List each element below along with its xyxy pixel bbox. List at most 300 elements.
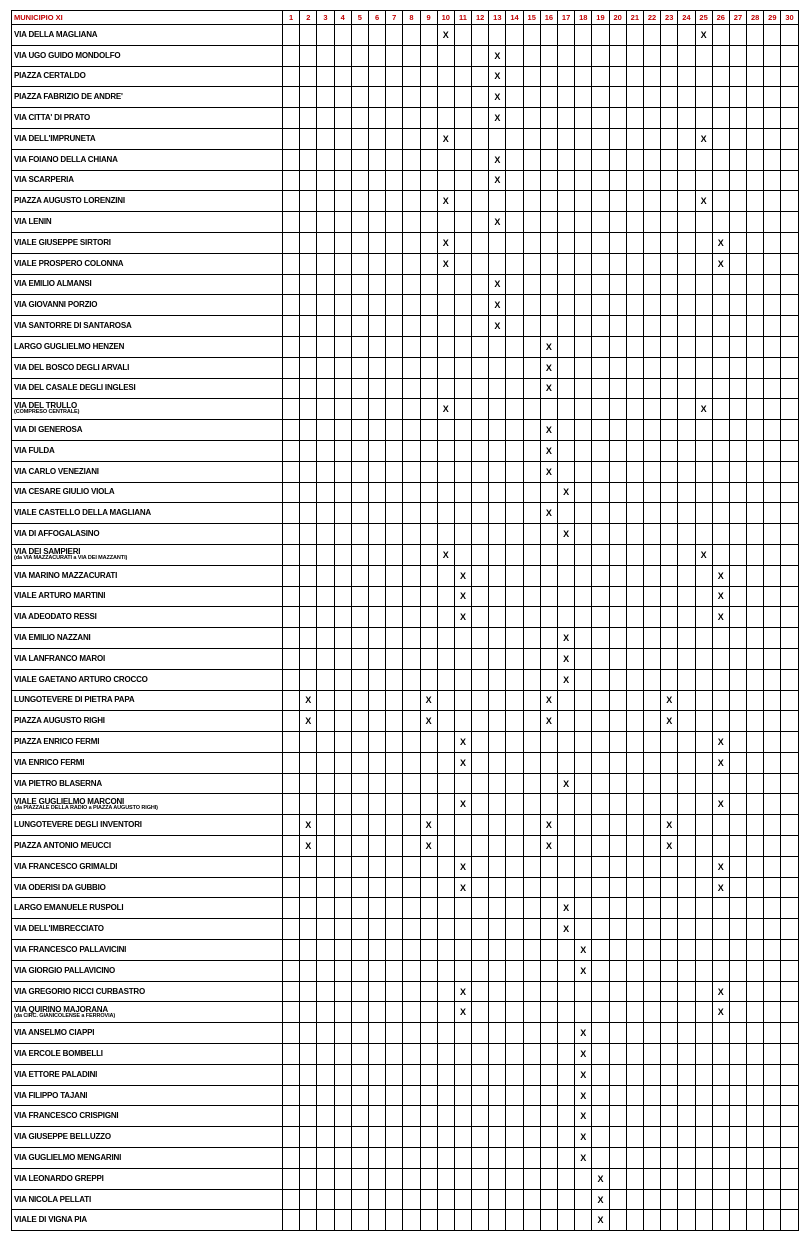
day-cell <box>386 877 403 898</box>
day-cell <box>781 607 798 628</box>
day-cell <box>334 1064 351 1085</box>
day-cell <box>506 378 523 399</box>
day-cell <box>558 170 575 191</box>
day-cell <box>420 1106 437 1127</box>
day-cell <box>368 752 385 773</box>
day-cell <box>678 316 695 337</box>
day-cell <box>351 1085 368 1106</box>
day-cell <box>678 940 695 961</box>
day-cell <box>781 1085 798 1106</box>
day-mark: X <box>695 544 712 565</box>
day-cell <box>747 877 764 898</box>
street-name-cell <box>12 732 283 753</box>
day-cell <box>454 232 471 253</box>
street-name: VIALE DI VIGNA PIA <box>14 1215 88 1225</box>
day-cell <box>626 1127 643 1148</box>
day-cell <box>643 191 660 212</box>
day-cell <box>643 461 660 482</box>
day-cell <box>609 316 626 337</box>
day-cell <box>523 1148 540 1169</box>
day-cell <box>540 108 557 129</box>
table-row <box>12 191 799 212</box>
day-cell <box>283 1023 300 1044</box>
day-mark: X <box>712 586 729 607</box>
day-cell <box>334 461 351 482</box>
day-cell <box>729 524 746 545</box>
day-cell <box>437 1085 454 1106</box>
day-cell <box>626 586 643 607</box>
day-cell <box>472 836 489 857</box>
day-cell <box>403 316 420 337</box>
day-header-24: 24 <box>678 11 695 25</box>
day-cell <box>300 586 317 607</box>
street-name-cell <box>12 232 283 253</box>
day-cell <box>643 732 660 753</box>
day-cell <box>678 1044 695 1065</box>
day-cell <box>523 690 540 711</box>
day-cell <box>454 1168 471 1189</box>
day-cell <box>317 482 334 503</box>
day-cell <box>283 1127 300 1148</box>
day-cell <box>334 1023 351 1044</box>
day-cell <box>609 1148 626 1169</box>
table-row <box>12 274 799 295</box>
day-cell <box>558 274 575 295</box>
day-cell <box>695 1085 712 1106</box>
day-mark: X <box>454 586 471 607</box>
street-name-cell <box>12 1023 283 1044</box>
table-row <box>12 711 799 732</box>
street-name: VIA FOIANO DELLA CHIANA <box>14 154 118 164</box>
day-cell <box>781 919 798 940</box>
day-cell <box>334 170 351 191</box>
day-cell <box>626 503 643 524</box>
day-cell <box>300 108 317 129</box>
day-cell <box>626 1189 643 1210</box>
day-cell <box>300 1002 317 1023</box>
day-cell <box>695 752 712 773</box>
day-cell <box>626 1210 643 1231</box>
day-mark: X <box>437 128 454 149</box>
day-cell <box>334 191 351 212</box>
day-cell <box>334 1168 351 1189</box>
day-cell <box>403 45 420 66</box>
day-cell <box>334 295 351 316</box>
day-cell <box>764 607 781 628</box>
day-cell <box>747 170 764 191</box>
day-mark: X <box>454 752 471 773</box>
day-cell <box>575 378 592 399</box>
day-cell <box>781 1044 798 1065</box>
day-cell <box>609 732 626 753</box>
day-cell <box>489 815 506 836</box>
day-cell <box>283 128 300 149</box>
street-name-cell <box>12 648 283 669</box>
day-cell <box>506 544 523 565</box>
day-cell <box>609 128 626 149</box>
day-cell <box>626 66 643 87</box>
schedule-table <box>11 10 799 1231</box>
day-cell <box>523 25 540 46</box>
street-name-cell <box>12 108 283 129</box>
day-cell <box>351 274 368 295</box>
day-cell <box>575 773 592 794</box>
day-cell <box>317 524 334 545</box>
day-cell <box>592 940 609 961</box>
day-cell <box>747 607 764 628</box>
day-cell <box>386 1210 403 1231</box>
day-cell <box>420 648 437 669</box>
day-cell <box>283 399 300 420</box>
day-cell <box>781 295 798 316</box>
day-cell <box>643 856 660 877</box>
day-cell <box>695 1148 712 1169</box>
day-cell <box>643 565 660 586</box>
street-name: VIA CITTA' DI PRATO <box>14 113 91 123</box>
day-cell <box>386 399 403 420</box>
day-cell <box>489 669 506 690</box>
day-mark: X <box>712 565 729 586</box>
day-cell <box>643 66 660 87</box>
day-cell <box>351 752 368 773</box>
day-cell <box>764 1127 781 1148</box>
day-cell <box>420 274 437 295</box>
day-cell <box>661 1106 678 1127</box>
day-mark: X <box>712 981 729 1002</box>
day-cell <box>592 336 609 357</box>
day-cell <box>643 940 660 961</box>
day-cell <box>609 420 626 441</box>
day-cell <box>368 565 385 586</box>
day-cell <box>472 1189 489 1210</box>
day-cell <box>454 773 471 794</box>
day-cell <box>747 524 764 545</box>
day-cell <box>643 440 660 461</box>
day-cell <box>540 1023 557 1044</box>
day-cell <box>317 378 334 399</box>
day-cell <box>747 1106 764 1127</box>
day-cell <box>764 212 781 233</box>
street-name-cell <box>12 586 283 607</box>
day-cell <box>575 232 592 253</box>
day-cell <box>489 1002 506 1023</box>
day-mark: X <box>575 1023 592 1044</box>
day-cell <box>540 1106 557 1127</box>
day-cell <box>386 1148 403 1169</box>
day-cell <box>523 1044 540 1065</box>
day-cell <box>540 1044 557 1065</box>
day-cell <box>283 1189 300 1210</box>
day-cell <box>472 1106 489 1127</box>
day-cell <box>420 1148 437 1169</box>
day-cell <box>351 794 368 815</box>
day-cell <box>351 544 368 565</box>
day-cell <box>454 648 471 669</box>
day-cell <box>386 45 403 66</box>
day-cell <box>729 898 746 919</box>
day-cell <box>506 940 523 961</box>
day-cell <box>729 1044 746 1065</box>
day-mark: X <box>712 794 729 815</box>
day-cell <box>781 1064 798 1085</box>
street-name: VIA EMILIO ALMANSI <box>14 279 92 289</box>
day-cell <box>283 1044 300 1065</box>
day-cell <box>558 1064 575 1085</box>
day-cell <box>764 1085 781 1106</box>
day-cell <box>368 25 385 46</box>
day-cell <box>368 669 385 690</box>
day-cell <box>386 981 403 1002</box>
day-cell <box>781 1189 798 1210</box>
day-mark: X <box>489 170 506 191</box>
day-cell <box>678 960 695 981</box>
day-cell <box>695 1127 712 1148</box>
day-cell <box>575 898 592 919</box>
day-cell <box>283 108 300 129</box>
day-cell <box>747 648 764 669</box>
table-row <box>12 503 799 524</box>
day-mark: X <box>454 1002 471 1023</box>
day-cell <box>437 295 454 316</box>
day-cell <box>523 420 540 441</box>
street-name-cell <box>12 628 283 649</box>
day-cell <box>472 66 489 87</box>
day-cell <box>575 87 592 108</box>
day-cell <box>437 940 454 961</box>
day-cell <box>729 191 746 212</box>
day-cell <box>712 690 729 711</box>
day-cell <box>437 773 454 794</box>
day-cell <box>472 544 489 565</box>
day-cell <box>540 607 557 628</box>
day-cell <box>712 461 729 482</box>
day-cell <box>729 690 746 711</box>
day-cell <box>506 1106 523 1127</box>
day-cell <box>609 66 626 87</box>
day-cell <box>317 399 334 420</box>
day-cell <box>368 1148 385 1169</box>
day-cell <box>729 544 746 565</box>
day-cell <box>386 25 403 46</box>
day-cell <box>506 440 523 461</box>
day-cell <box>283 1168 300 1189</box>
day-cell <box>781 940 798 961</box>
day-cell <box>403 212 420 233</box>
day-cell <box>317 149 334 170</box>
day-cell <box>678 524 695 545</box>
day-cell <box>368 1023 385 1044</box>
day-cell <box>575 357 592 378</box>
day-cell <box>420 669 437 690</box>
day-cell <box>575 128 592 149</box>
day-cell <box>489 1127 506 1148</box>
day-cell <box>368 1189 385 1210</box>
day-cell <box>781 856 798 877</box>
day-cell <box>712 336 729 357</box>
day-cell <box>351 815 368 836</box>
day-cell <box>489 1085 506 1106</box>
day-cell <box>523 378 540 399</box>
day-cell <box>643 648 660 669</box>
day-cell <box>283 752 300 773</box>
day-cell <box>489 940 506 961</box>
day-cell <box>437 1210 454 1231</box>
street-name: VIA ERCOLE BOMBELLI <box>14 1048 103 1058</box>
day-cell <box>420 1002 437 1023</box>
street-name: VIA FRANCESCO GRIMALDI <box>14 861 118 871</box>
day-cell <box>764 1210 781 1231</box>
day-cell <box>540 669 557 690</box>
street-name: VIA UGO GUIDO MONDOLFO <box>14 50 121 60</box>
day-cell <box>558 856 575 877</box>
day-cell <box>317 253 334 274</box>
day-cell <box>558 1002 575 1023</box>
day-cell <box>661 461 678 482</box>
day-cell <box>472 960 489 981</box>
day-cell <box>489 440 506 461</box>
day-mark: X <box>661 690 678 711</box>
day-cell <box>300 191 317 212</box>
day-mark: X <box>454 877 471 898</box>
day-cell <box>540 648 557 669</box>
table-row <box>12 399 799 420</box>
day-cell <box>747 711 764 732</box>
day-cell <box>437 212 454 233</box>
day-cell <box>575 482 592 503</box>
day-cell <box>540 232 557 253</box>
day-cell <box>540 1168 557 1189</box>
day-mark: X <box>575 960 592 981</box>
day-cell <box>489 420 506 441</box>
day-cell <box>609 253 626 274</box>
day-cell <box>300 461 317 482</box>
day-cell <box>489 336 506 357</box>
day-cell <box>729 45 746 66</box>
day-cell <box>712 108 729 129</box>
day-header-15: 15 <box>523 11 540 25</box>
day-cell <box>747 440 764 461</box>
day-cell <box>317 981 334 1002</box>
street-name: VIA DELL'IMPRUNETA <box>14 133 96 143</box>
day-cell <box>523 66 540 87</box>
day-cell <box>729 877 746 898</box>
day-cell <box>747 45 764 66</box>
day-cell <box>609 1044 626 1065</box>
day-cell <box>472 648 489 669</box>
day-cell <box>437 1044 454 1065</box>
day-cell <box>506 399 523 420</box>
table-row <box>12 295 799 316</box>
day-cell <box>489 482 506 503</box>
day-cell <box>300 607 317 628</box>
day-mark: X <box>558 648 575 669</box>
day-cell <box>575 877 592 898</box>
day-cell <box>781 524 798 545</box>
day-cell <box>764 274 781 295</box>
day-cell <box>729 960 746 981</box>
day-cell <box>403 25 420 46</box>
day-cell <box>609 1064 626 1085</box>
day-cell <box>351 295 368 316</box>
day-cell <box>712 357 729 378</box>
day-cell <box>437 690 454 711</box>
day-cell <box>540 586 557 607</box>
day-cell <box>764 25 781 46</box>
day-cell <box>523 1064 540 1085</box>
table-row <box>12 378 799 399</box>
day-cell <box>437 316 454 337</box>
day-cell <box>558 336 575 357</box>
day-cell <box>403 357 420 378</box>
day-cell <box>386 149 403 170</box>
day-cell <box>678 794 695 815</box>
day-cell <box>300 981 317 1002</box>
day-cell <box>386 1002 403 1023</box>
day-cell <box>437 482 454 503</box>
day-cell <box>747 565 764 586</box>
street-name: LARGO GUGLIELMO HENZEN <box>14 341 125 351</box>
day-cell <box>351 461 368 482</box>
table-row <box>12 544 799 565</box>
day-cell <box>592 752 609 773</box>
day-cell <box>712 1085 729 1106</box>
table-row <box>12 170 799 191</box>
day-cell <box>764 586 781 607</box>
day-cell <box>626 752 643 773</box>
day-cell <box>575 1002 592 1023</box>
day-cell <box>609 773 626 794</box>
day-cell <box>523 45 540 66</box>
day-cell <box>489 1044 506 1065</box>
day-cell <box>300 357 317 378</box>
day-cell <box>592 628 609 649</box>
day-cell <box>592 1002 609 1023</box>
day-mark: X <box>437 399 454 420</box>
day-cell <box>575 648 592 669</box>
day-cell <box>283 232 300 253</box>
street-name: VIA NICOLA PELLATI <box>14 1194 91 1204</box>
day-cell <box>540 66 557 87</box>
day-cell <box>764 669 781 690</box>
day-cell <box>368 1044 385 1065</box>
table-row <box>12 357 799 378</box>
day-cell <box>592 25 609 46</box>
day-cell <box>661 440 678 461</box>
day-cell <box>472 25 489 46</box>
day-cell <box>592 856 609 877</box>
day-cell <box>558 1044 575 1065</box>
day-cell <box>695 794 712 815</box>
table-row <box>12 628 799 649</box>
day-cell <box>368 1002 385 1023</box>
day-cell <box>661 45 678 66</box>
day-cell <box>712 66 729 87</box>
day-cell <box>678 45 695 66</box>
day-cell <box>472 669 489 690</box>
day-cell <box>712 1106 729 1127</box>
day-cell <box>489 1106 506 1127</box>
day-cell <box>317 586 334 607</box>
street-name: PIAZZA AUGUSTO RIGHI <box>14 716 105 726</box>
day-cell <box>729 628 746 649</box>
day-cell <box>454 45 471 66</box>
day-cell <box>643 544 660 565</box>
header-row <box>12 11 799 25</box>
day-mark: X <box>540 711 557 732</box>
day-cell <box>317 648 334 669</box>
street-name-cell <box>12 524 283 545</box>
day-cell <box>609 336 626 357</box>
